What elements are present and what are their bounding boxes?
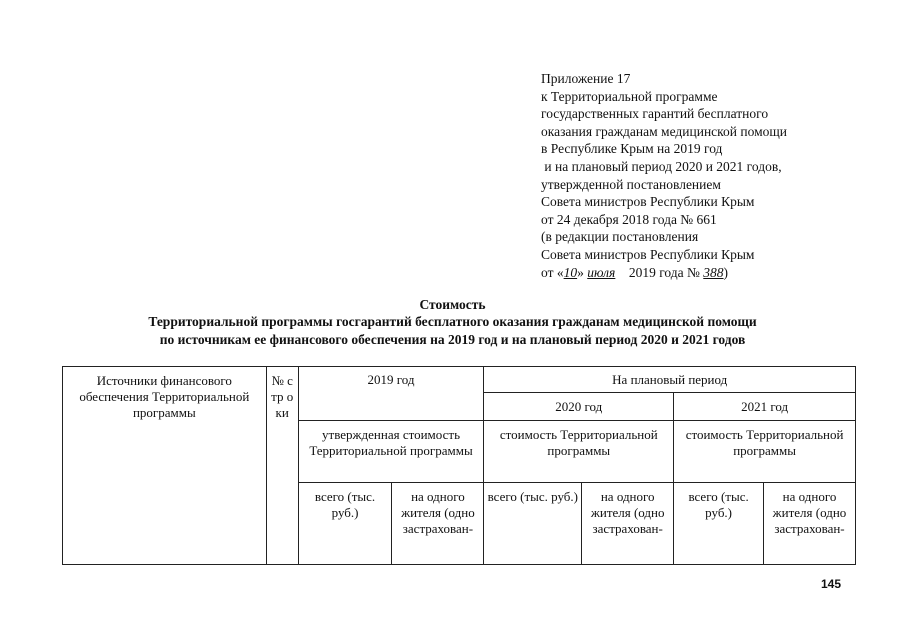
header-total-2020: всего (тыс. руб.) [484, 483, 582, 565]
appendix-line: государственных гарантий бесплатного [541, 106, 769, 122]
date-mid: » [577, 264, 588, 280]
appendix-line: Приложение 17 [541, 71, 631, 86]
appendix-line: в Республике Крым на 2019 год [541, 141, 723, 157]
header-total-2021: всего (тыс. руб.) [674, 483, 764, 565]
date-prefix: от « [541, 264, 564, 280]
per-resident-text: на одного жителя (одно застрахован- [401, 489, 475, 536]
header-total-2019: всего (тыс. руб.) [298, 483, 392, 565]
appendix-line: к Территориальной программе [541, 88, 718, 104]
appendix-line: Совета министров Республики Крым [541, 246, 755, 262]
header-2021: 2021 год [674, 393, 856, 421]
header-cost-2021: стоимость Территориальной программы [674, 421, 856, 483]
title-line: Стоимость [419, 297, 486, 312]
handwritten-month: июля [587, 264, 616, 280]
header-per-resident-2020 [582, 483, 674, 565]
appendix-line: оказания гражданам медицинской помощи [541, 123, 788, 139]
per-resident-text: на одного жителя (одно застрахован- [590, 489, 665, 536]
header-planned-period: На плановый период [484, 367, 856, 393]
appendix-line: от 24 декабря 2018 года № 661 [541, 211, 717, 227]
per-resident-text: на одного жителя (одно застрахован- [772, 489, 847, 536]
header-per-resident-2019 [392, 483, 484, 565]
appendix-line: утвержденной постановлением [541, 176, 721, 192]
handwritten-number: 388 [703, 264, 724, 280]
appendix-line: (в редакции постановления [541, 229, 699, 245]
header-per-resident-2021 [764, 483, 856, 565]
header-2019: 2019 год [298, 367, 484, 421]
handwritten-day: 10 [563, 264, 578, 280]
subtitle-line: по источникам ее финансового обеспечения на 2019 год и на плановый период 2020 и 2021 годов [159, 331, 746, 347]
appendix-header [541, 70, 787, 281]
page-number: 145 [821, 577, 842, 591]
financing-table [62, 366, 856, 565]
header-2020: 2020 год [484, 393, 674, 421]
header-cost-2020: стоимость Территориальной программы [484, 421, 674, 483]
appendix-date-line [541, 264, 787, 282]
date-close: ) [723, 264, 729, 280]
subtitle-line: Территориальной программы госгарантий бесплатного оказания гражданам медицинской помощи [148, 314, 757, 330]
appendix-line: и на плановый период 2020 и 2021 годов, [541, 158, 782, 174]
date-year: 2019 года № [615, 264, 704, 280]
header-source: Источники финансового обеспечения Территориальной программы [63, 367, 267, 565]
appendix-line: Совета министров Республики Крым [541, 194, 755, 210]
header-approved-cost: утвержденная стоимость Территориальной программы [298, 421, 484, 483]
header-row-number: № стр оки [266, 367, 298, 565]
document-title [0, 296, 905, 348]
